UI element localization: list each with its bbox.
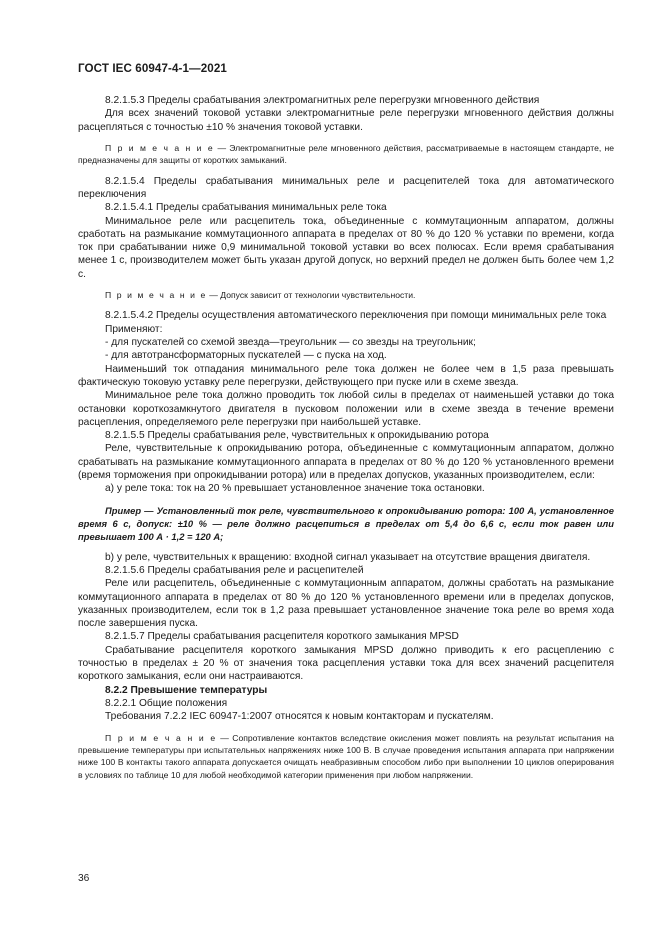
note-paragraph <box>78 289 614 301</box>
body-paragraph: 8.2.2.1 Общие положения <box>105 697 228 709</box>
body-paragraph: Реле или расцепитель, объединенные с коммутационным аппаратом, должны сработать на размыкание коммутационного аппарата в пределах от 80 % до 120 % установленного времени или в пределах допусков, указанных производителем, если ток в 1,2 раза превышает установленное значение тока реле во время хода после завершения пуска. <box>78 578 614 630</box>
note-text: — Электромагнитные реле мгновенного действия, рассматриваемые в настоящем стандарте, не предназначены для защиты от коротких замыканий. <box>78 142 614 166</box>
page-number: 36 <box>78 873 90 884</box>
body-paragraph: Минимальное реле или расцепитель тока, объединенные с коммутационным аппаратом, должны сработать на размыкание коммутационного аппарата в пределах от 80 % до 120 % уставки по времени, когда ток при срабатывании ниже 0,9 минимальной токовой уставки во всех полюсах. Если время срабатывания менее 1 с, производителем может быть указан другой допуск, но верхний предел не должен быть более чем 1,2 с. <box>78 215 614 280</box>
note-label: П р и м е ч а н и е <box>105 142 215 153</box>
body-paragraph: 8.2.1.5.7 Пределы срабатывания расцепителя короткого замыкания MPSD <box>105 631 459 643</box>
note-text: — Сопротивление контактов вследствие окисления может повлиять на результат испытания на превышение температуры при испытательных напряжениях ниже 100 В. В случае проведения испытания аппарата при напряжении ниже 100 В контакты такого аппарата допускается очищать неабразивным способом либо при выполнении 10 циклов оперирования в условиях по таблице 10 для любой необходимой категории применения при любом напряжении. <box>78 732 614 780</box>
body-paragraph: 8.2.1.5.3 Пределы срабатывания электромагнитных реле перегрузки мгновенного действия <box>105 95 540 106</box>
note-label: П р и м е ч а н и е <box>105 290 207 301</box>
document-header: ГОСТ IEC 60947-4-1—2021 <box>78 62 227 75</box>
body-paragraph: 8.2.1.5.4.1 Пределы срабатывания минимальных реле тока <box>105 202 387 214</box>
note-paragraph <box>78 732 614 782</box>
example-paragraph: Пример — Установленный ток реле, чувствительного к опрокидыванию ротора: 100 А, установленное время 6 с, допуск: ±10 % — реле должно расцепиться в пределах от 5,4 до 6,6 с, если ток равен или превышает 100 А · 1,2 = 120 А; <box>78 504 614 542</box>
note-label: П р и м е ч а н и е <box>105 732 217 743</box>
body-paragraph: - для автотрансформаторных пускателей — с пуска на ход. <box>105 350 387 362</box>
body-paragraph: Наименьший ток отпадания минимального реле тока должен не более чем в 1,5 раза превышать фактическую токовую уставку реле перегрузки, действующего при пуске или в схеме звезда. <box>78 363 614 388</box>
body-paragraph: Срабатывание расцепителя короткого замыкания MPSD должно приводить к его расцеплению с точностью в пределах ± 20 % от значения тока расцепления уставки тока для всех значений расцепителя короткого замыкания, если они настраиваются. <box>78 644 614 683</box>
section-heading: 8.2.2 Превышение температуры <box>105 684 268 696</box>
body-paragraph: Реле, чувствительные к опрокидыванию ротора, объединенные с коммутационным аппаратом, должно срабатывать на размыкание коммутационного аппарата в пределах от 80 % до 120 % установленного времени (время торможения при опрокидывании ротора) или в пределах допусков, указанных производителем, если: <box>78 443 614 482</box>
document-body <box>78 94 614 781</box>
body-paragraph: Применяют: <box>105 323 163 335</box>
note-text: — Допуск зависит от технологии чувствительности. <box>206 290 416 301</box>
body-paragraph: а) у реле тока: ток на 20 % превышает установленное значение тока остановки. <box>105 483 485 495</box>
body-paragraph: b) у реле, чувствительных к вращению: входной сигнал указывает на отсутствие вращения двигателя. <box>105 551 591 563</box>
body-paragraph: 8.2.1.5.4 Пределы срабатывания минимальных реле и расцепителей тока для автоматического переключения <box>78 175 614 200</box>
body-paragraph: 8.2.1.5.5 Пределы срабатывания реле, чувствительных к опрокидыванию ротора <box>105 430 489 442</box>
body-paragraph: 8.2.1.5.4.2 Пределы осуществления автоматического переключения при помощи минимальных реле тока <box>105 310 607 322</box>
body-paragraph: Для всех значений токовой уставки электромагнитные реле перегрузки мгновенного действия должны расцепляться с точностью ±10 % значения токовой уставки. <box>78 108 614 133</box>
body-paragraph: Требования 7.2.2 IEC 60947-1:2007 относятся к новым контакторам и пускателям. <box>105 711 494 723</box>
body-paragraph: 8.2.1.5.6 Пределы срабатывания реле и расцепителей <box>105 564 364 576</box>
body-paragraph: - для пускателей со схемой звезда—треугольник — со звезды на треугольник; <box>105 337 476 349</box>
body-paragraph: Минимальное реле тока должно проводить ток любой силы в пределах от наименьшей уставки до тока остановки короткозамкнутого двигателя в пусковом положении или в схеме звезда в течение времени расцепления, определяемого реле перегрузки при наибольшей уставке. <box>78 390 614 428</box>
note-paragraph <box>78 142 614 167</box>
